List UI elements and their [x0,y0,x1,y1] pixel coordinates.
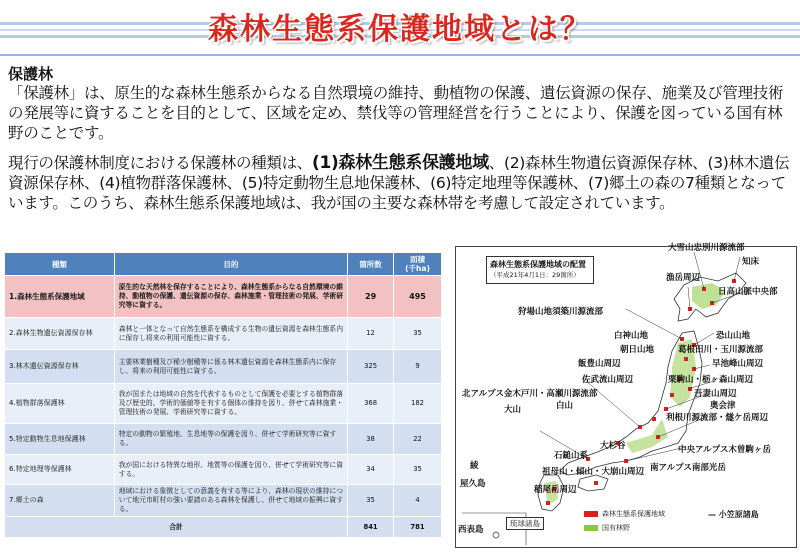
map-label: 奥会津 [710,401,736,411]
map-label: 吾妻山周辺 [694,389,737,399]
map-label: 大杉谷 [600,441,626,451]
map-title-sub: （平成21年4月1日：29箇所） [490,271,580,279]
cell-type: 4.植物群落保護林 [5,384,115,424]
iriomote-shape [493,532,499,538]
map-label: 知床 [742,257,760,267]
protection-area-mark [546,501,550,505]
legend-label-forest: 国有林野 [602,524,630,532]
map-label: 栗駒山・栃ヶ森山周辺 [668,375,754,385]
cell-total-area: 781 [394,517,442,538]
cell-count: 368 [348,384,394,424]
map-label: 中央アルプス木曽駒ヶ岳 [678,445,771,455]
section-heading: 保護林 [8,65,54,83]
cell-area: 4 [394,485,442,517]
cell-area: 495 [394,276,442,318]
header-area: 面積 (千ha) [394,253,442,276]
map-label: 早池峰山周辺 [712,359,764,369]
map-label: 屋久島 [460,479,486,489]
map-label: 綾 [470,461,479,471]
ogasawara-dash: — [708,510,719,519]
paragraph-types [8,153,796,213]
table-row [5,350,442,384]
map-label: 大雪山忠別川源流部 [668,243,745,253]
header-type: 種類 [5,253,115,276]
location-map [455,243,797,548]
map-label: 狩場山地須築川源流部 [518,307,604,317]
protection-area-mark [670,393,674,397]
cell-area: 9 [394,350,442,384]
title-band [0,0,800,52]
title-divider [0,54,800,56]
protection-area-mark [684,357,688,361]
cell-type: 3.林木遺伝資源保存林 [5,350,115,384]
shikoku-shape [578,475,608,491]
paragraph-types-highlight: (1)森林生態系保護地域 [312,153,489,173]
map-label: 北アルプス金木戸川・高瀬川源流部 [462,389,598,399]
cell-type: 2.森林生物遺伝資源保存林 [5,318,115,350]
cell-total-count: 841 [348,517,394,538]
map-label: 石鎚山系 [554,451,589,461]
map-title [486,256,594,284]
cell-purpose: 我が国における特異な地形、地質等の保護を図り、併せて学術研究等に資する。 [114,455,347,485]
page-title: 森林生態系保護地域とは？ [208,12,592,47]
header-purpose: 目的 [114,253,347,276]
paragraph-definition: 「保護林」は、原生的な森林生態系からなる自然環境の維持、動植物の保護、遺伝資源の保存、施業及び管理技術の発展等に資することを目的として、区域を定め、禁伐等の管理経営を行うことにより、保護を図っている国有林野のことです。 [8,84,784,142]
legend-item-forest [584,523,630,533]
cell-area: 35 [394,318,442,350]
cell-purpose: 森林と一体となって自然生態系を構成する生物の遺伝資源を森林生態系内に保存し将来の利用可能性に資する。 [114,318,347,350]
map-label: 日高山脈中央部 [718,287,778,297]
header-count: 箇所数 [348,253,394,276]
table-total-row [5,517,442,538]
map-label: 西表島 [458,525,484,535]
legend-label-area: 森林生態系保護地域 [602,510,665,518]
cell-area: 182 [394,384,442,424]
map-label: 佐武流山周辺 [582,375,634,385]
cell-purpose: 特定の動物の繁殖地、生息地等の保護を図り、併せて学術研究等に資する。 [114,424,347,455]
cell-count: 34 [348,455,394,485]
cell-purpose: 我が国または地域の自然を代表するものとして保護を必要とする植物群落及び歴史的、学術的価値等を有する個体の維持を図り、併せて森林施業・管理技術の発展、学術研究等に資する。 [114,384,347,424]
protection-area-mark [652,417,656,421]
cell-type: 6.特定地理等保護林 [5,455,115,485]
legend-item-area [584,509,665,519]
table-header-row [5,253,442,276]
map-label: 白山 [556,401,574,411]
map-title-main: 森林生態系保護地域の配置 [490,260,586,269]
paragraph-types-post: 、(2)森林生物遺伝資源保存林、(3)林木遺伝資源保存林、(4)植物群落保護林、(5)特定動物生息地保護林、(6)特定地理等保護林、(7)郷土の森の7種類となっています。このうち、森林生態系保護地域は、我が国の主要な森林帯を考慮して設定されています。 [8,154,790,212]
cell-count: 29 [348,276,394,318]
map-label: 大山 [504,405,522,415]
map-label: 漁岳周辺 [666,273,701,283]
map-label: 利根川源流部・燧ケ岳周辺 [666,413,769,423]
map-label: 朝日山地 [620,345,655,355]
cell-purpose: 地域における象徴としての意義を有する等により、森林の現状の維持について地元市町村の強い要請のある森林を保護し、併せて地域の振興に資する。 [114,485,347,517]
cell-count: 35 [348,485,394,517]
cell-type: 7.郷土の森 [5,485,115,517]
cell-area: 22 [394,424,442,455]
table-row [5,276,442,318]
protection-area-mark [594,481,598,485]
cell-count: 12 [348,318,394,350]
map-label-ogasawara [708,509,759,520]
table-row [5,485,442,517]
cell-type: 1.森林生態系保護地域 [5,276,115,318]
map-label: 琉球諸島 [506,517,544,530]
legend-swatch-forest [584,525,598,531]
map-label: 葛根田川・玉川源流部 [678,345,764,355]
cell-area: 35 [394,455,442,485]
map-label: 南アルプス南部光岳 [650,463,726,473]
cell-type: 5.特定動物生息地保護林 [5,424,115,455]
map-label: 稲尾岳周辺 [534,485,577,495]
cell-purpose: 原生的な天然林を保存することにより、森林生態系からなる自然環境の維持、動植物の保護、遺伝資源の保存、森林施業・管理技術の発展、学術研究等に資する。 [114,276,347,318]
table-row [5,318,442,350]
legend-swatch-area [584,511,598,517]
table-row [5,455,442,485]
cell-count: 38 [348,424,394,455]
map-label: 飯豊山周辺 [578,359,621,369]
paragraph-types-pre: 現行の保護林制度における保護林の種類は、 [8,154,313,172]
protection-forest-table [4,252,442,538]
ogasawara-text: 小笠原諸島 [718,510,759,519]
cell-purpose: 主要林業樹種及び稀少樹種等に係る林木遺伝資源を森林生態系内に保存し、将来の利用可能性に資する。 [114,350,347,384]
map-label: 祖母山・傾山・大崩山周辺 [542,467,645,477]
table-row [5,424,442,455]
map-label: 恐山山地 [716,331,751,341]
cell-total-label: 合計 [5,517,348,538]
table-row [5,384,442,424]
cell-count: 325 [348,350,394,384]
map-label: 白神山地 [614,331,649,341]
